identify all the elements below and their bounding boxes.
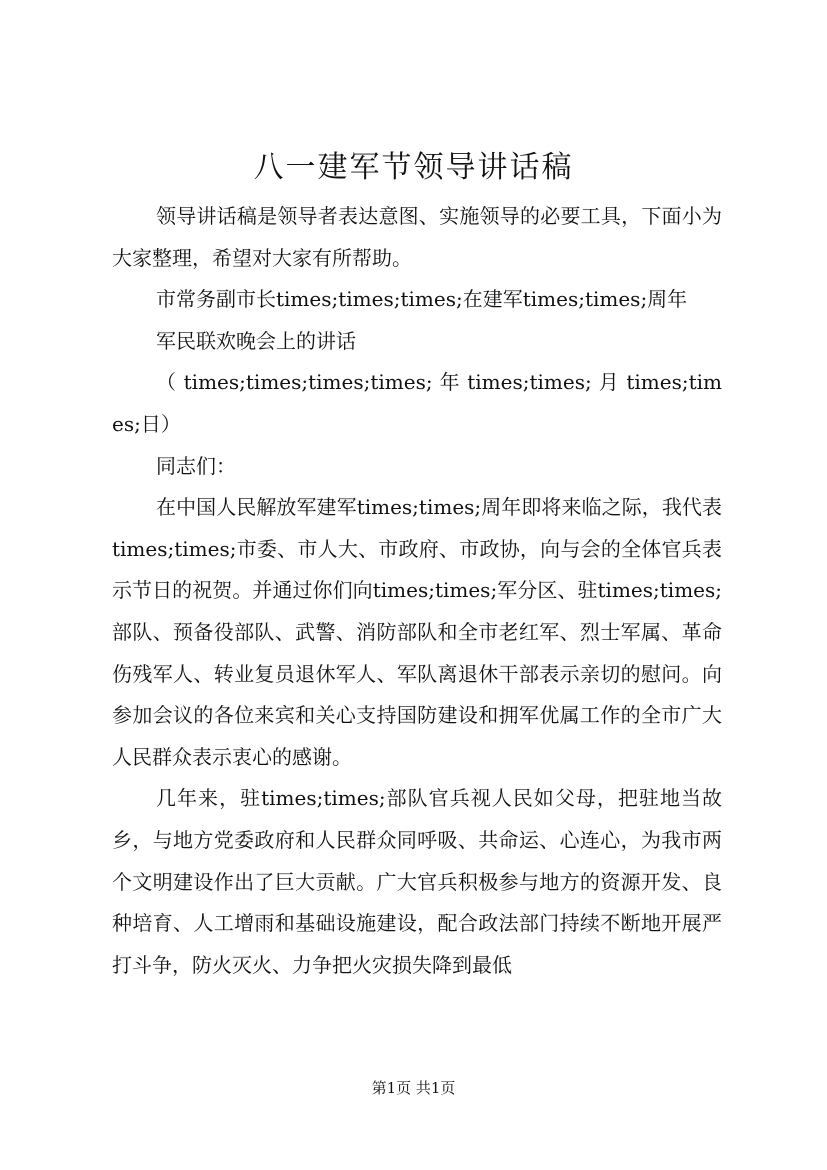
occasion-line: 军民联欢晚会上的讲话 (156, 328, 356, 353)
page-footer: 第1页 共1页 (371, 1079, 456, 1097)
date-line: （ times;times;times;times; 年 times;times; 月 times;times;日） (112, 370, 722, 436)
body-paragraph: 在中国人民解放军建军times;times;周年即将来临之际，我代表times;times;市委、市人大、市政府、市政协，向与会的全体官兵表示节日的祝贺。并通过你们向times;times;军分区、驻times;times;部队、预备役部队、武警、消防部队和全市老红军、烈士军属、革命伤残军人、转业复员退休军人、军队离退休干部表示亲切的慰问。向参加会议的各位来宾和关心支持国防建设和拥军优属工作的全市广大人民群众表示衷心的感谢。 (112, 495, 722, 769)
intro-paragraph: 领导讲话稿是领导者表达意图、实施领导的必要工具，下面小为大家整理，希望对大家有所帮助。 (112, 204, 722, 270)
document-title: 八一建军节领导讲话稿 (253, 150, 574, 185)
salutation: 同志们： (156, 453, 236, 478)
document-body (112, 196, 722, 986)
body-paragraph: 几年来，驻times;times;部队官兵视人民如父母，把驻地当故乡，与地方党委政府和人民群众同呼吸、共命运、心连心，为我市两个文明建设作出了巨大贡献。广大官兵积极参与地方的资源开发、良种培育、人工增雨和基础设施建设，配合政法部门持续不断地开展严打斗争，防火灭火、力争把火灾损失降到最低 (112, 786, 722, 977)
speaker-line: 市常务副市长times;times;times;在建军times;times;周年 (156, 287, 688, 312)
